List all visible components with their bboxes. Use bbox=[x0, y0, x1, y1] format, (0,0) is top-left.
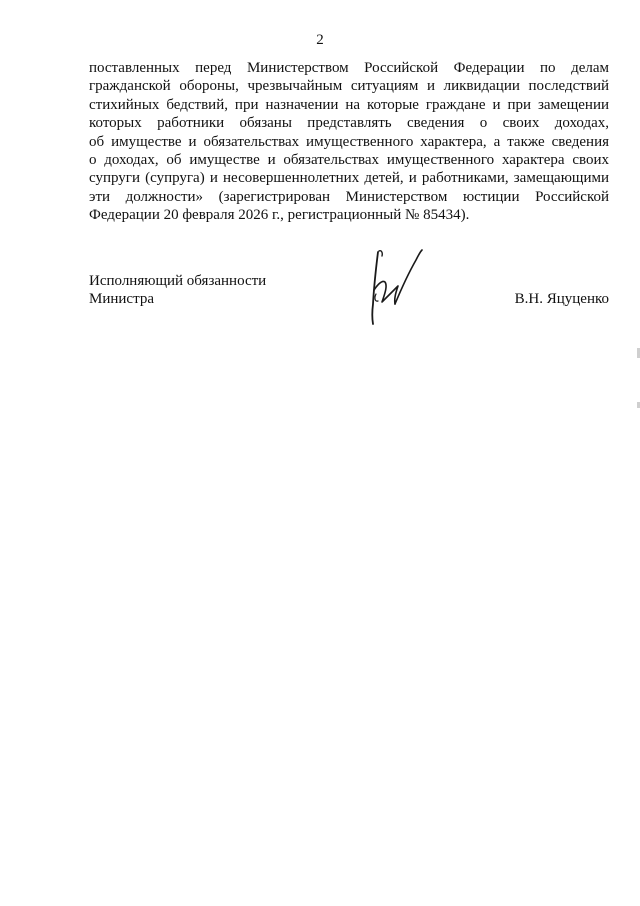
page-number: 2 bbox=[316, 32, 324, 48]
body-line: о доходах, об имуществе и обязательствах имущественного характера своих bbox=[89, 152, 609, 169]
body-line: супруги (супруга) и несовершеннолетних детей, и работниками, замещающими bbox=[89, 170, 609, 187]
body-line: Федерации 20 февраля 2026 г., регистрационный № 85434). bbox=[89, 207, 470, 224]
signatory-position bbox=[89, 272, 266, 309]
signatory-name: В.Н. Яцуценко bbox=[514, 291, 609, 307]
body-line: эти должности» (зарегистрирован Министерством юстиции Российской bbox=[89, 188, 609, 205]
signatory-position-line2: Министра bbox=[89, 291, 154, 308]
body-line: стихийных бедствий, при назначении на которые граждане и при замещении bbox=[89, 96, 609, 113]
body-paragraph bbox=[89, 59, 609, 225]
body-line: об имуществе и обязательствах имущественного характера, а также сведения bbox=[89, 133, 609, 150]
body-line: поставленных перед Министерством Российской Федерации по делам bbox=[89, 60, 609, 76]
body-line: которых работники обязаны представлять сведения о своих доходах, bbox=[89, 115, 609, 132]
signatory-position-line1: Исполняющий обязанности bbox=[89, 273, 267, 289]
body-line: гражданской обороны, чрезвычайным ситуациям и ликвидации последствий bbox=[89, 78, 609, 95]
handwritten-signature bbox=[364, 246, 428, 326]
